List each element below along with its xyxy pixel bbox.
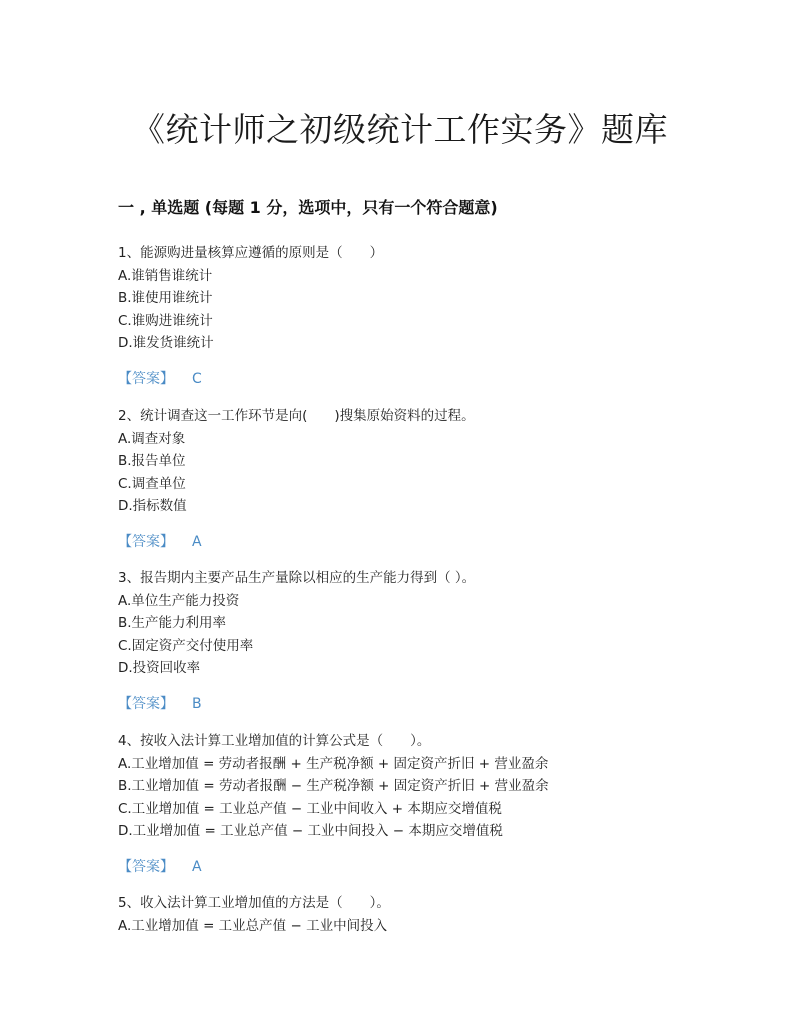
question-stem: 2、统计调查这一工作环节是向( )搜集原始资料的过程。 <box>118 408 475 424</box>
option-c: C.调查单位 <box>118 475 186 492</box>
question-stem: 1、能源购进量核算应遵循的原则是（ ） <box>118 245 384 261</box>
answer-label: 【答案】 <box>118 696 174 712</box>
option-a: A.工业增加值 = 工业总产值 − 工业中间投入 <box>118 917 388 934</box>
answer-label: 【答案】 <box>118 859 174 875</box>
document-title: 《统计师之初级统计工作实务》题库 <box>132 110 668 149</box>
answer-1 <box>118 368 202 390</box>
option-b: B.谁使用谁统计 <box>118 290 213 306</box>
question-stem: 5、收入法计算工业增加值的方法是（ ）。 <box>118 895 390 911</box>
option-a: A.单位生产能力投资 <box>118 592 240 609</box>
option-d: D.指标数值 <box>118 498 187 514</box>
option-a: A.谁销售谁统计 <box>118 267 213 284</box>
question-stem: 4、按收入法计算工业增加值的计算公式是（ ）。 <box>118 733 431 749</box>
option-b: B.报告单位 <box>118 453 186 469</box>
answer-value: B <box>192 696 202 712</box>
option-b: B.生产能力利用率 <box>118 615 227 631</box>
answer-4 <box>118 856 202 878</box>
question-2 <box>118 405 718 518</box>
answer-2 <box>118 531 202 553</box>
option-c: C.谁购进谁统计 <box>118 312 213 329</box>
answer-value: A <box>192 534 202 550</box>
answer-value: C <box>192 371 202 387</box>
question-4 <box>118 730 718 843</box>
option-a: A.调查对象 <box>118 430 186 447</box>
answer-value: A <box>192 859 202 875</box>
option-d: D.谁发货谁统计 <box>118 335 214 351</box>
option-a: A.工业增加值 = 劳动者报酬 + 生产税净额 + 固定资产折旧 + 营业盈余 <box>118 755 549 772</box>
option-d: D.投资回收率 <box>118 660 201 676</box>
option-c: C.固定资产交付使用率 <box>118 637 254 654</box>
option-d: D.工业增加值 = 工业总产值 − 工业中间投入 − 本期应交增值税 <box>118 823 503 839</box>
option-c: C.工业增加值 = 工业总产值 − 工业中间收入 + 本期应交增值税 <box>118 800 502 817</box>
answer-label: 【答案】 <box>118 371 174 387</box>
question-stem: 3、报告期内主要产品生产量除以相应的生产能力得到（ ）。 <box>118 570 476 586</box>
question-3 <box>118 567 718 680</box>
option-b: B.工业增加值 = 劳动者报酬 − 生产税净额 + 固定资产折旧 + 营业盈余 <box>118 778 549 794</box>
answer-3 <box>118 693 202 715</box>
section-heading: 一 , 单选题 (每题 1 分，选项中，只有一个符合题意) <box>118 198 498 217</box>
question-1 <box>118 242 718 355</box>
answer-label: 【答案】 <box>118 534 174 550</box>
question-5 <box>118 892 718 937</box>
